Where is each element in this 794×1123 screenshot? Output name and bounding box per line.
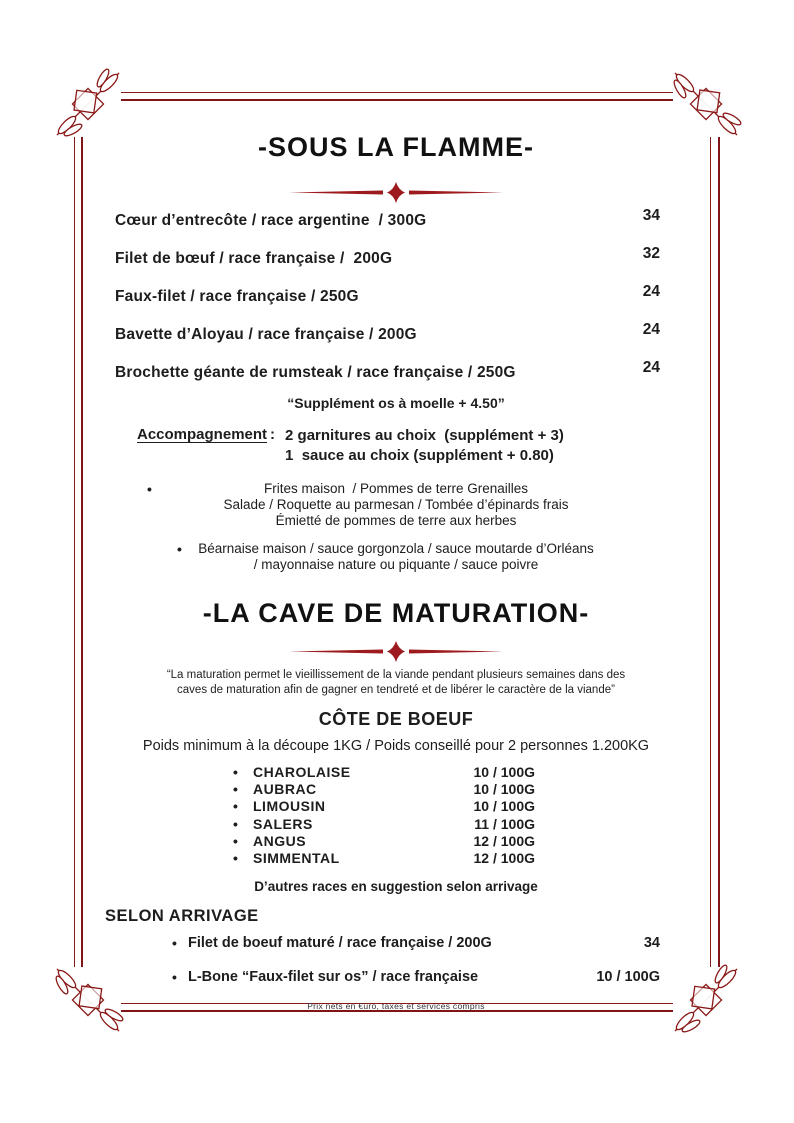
selon-arrivage-title: SELON ARRIVAGE: [105, 907, 259, 926]
garnitures-line: Émietté de pommes de terre aux herbes: [275, 513, 517, 528]
menu-item-price: 24: [642, 283, 660, 300]
bullet-icon: •: [233, 781, 238, 798]
breed-row: [233, 816, 711, 833]
breed-price: 12 / 100G: [473, 850, 535, 867]
menu-item-name: Brochette géante de rumsteak / race française / 250G: [115, 364, 516, 381]
other-breeds-note: D’autres races en suggestion selon arrivage: [254, 879, 538, 895]
weight-info: Poids minimum à la découpe 1KG / Poids conseillé pour 2 personnes 1.200KG: [142, 738, 650, 754]
menu-item-row: [81, 321, 711, 344]
accompagnement-options: [285, 426, 564, 465]
menu-item-row: [81, 245, 711, 268]
menu-item-name: Cœur d’entrecôte / race argentine / 300G: [115, 212, 427, 229]
menu-item-row: [81, 283, 711, 306]
arrivage-item-row: [172, 935, 711, 951]
breed-row: [233, 850, 711, 867]
menu-item-name: Faux-filet / race française / 250G: [115, 288, 359, 305]
breed-price: 10 / 100G: [473, 781, 535, 798]
bullet-icon: •: [233, 832, 238, 849]
garnitures-list: [81, 481, 711, 529]
arrivage-item-row: [172, 969, 711, 985]
breed-price: 10 / 100G: [473, 764, 535, 780]
breed-name: AUBRAC: [253, 781, 317, 798]
breed-name: LIMOUSIN: [253, 798, 326, 815]
marrow-supplement-note: “Supplément os à moelle + 4.50”: [287, 395, 505, 411]
sauces-line: / mayonnaise nature ou piquante / sauce poivre: [253, 557, 539, 572]
bullet-icon: •: [172, 935, 177, 952]
bullet-icon: •: [233, 815, 238, 832]
menu-item-price: 24: [642, 321, 660, 338]
breed-name: SALERS: [253, 815, 313, 832]
price-disclaimer: Prix nets en €uro, taxes et services compris: [307, 1001, 485, 1012]
arrivage-item-name: L-Bone “Faux-filet sur os” / race française: [188, 969, 479, 986]
arrivage-item-name: Filet de boeuf maturé / race française / 200G: [188, 935, 492, 952]
accompagnement-colon: :: [270, 426, 276, 443]
breed-name: CHAROLAISE: [253, 764, 351, 780]
menu-item-row: [81, 207, 711, 230]
menu-item-name: Filet de bœuf / race française / 200G: [115, 250, 393, 267]
menu-item-price: 32: [642, 245, 660, 262]
breed-price: 11 / 100G: [474, 815, 535, 832]
accompagnement-label: Accompagnement: [137, 426, 268, 443]
maturation-quote-line: “La maturation permet le vieillissement de la viande pendant plusieurs semaines dans des: [166, 669, 626, 681]
menu-item-price: 24: [642, 359, 660, 376]
breed-price: 10 / 100G: [473, 798, 535, 815]
accompagnement-option: 2 garnitures au choix (supplément + 3): [285, 427, 564, 444]
menu-content: [81, 99, 711, 1011]
bullet-icon: •: [233, 798, 238, 815]
breed-name: SIMMENTAL: [253, 850, 340, 867]
accompagnement-option: 1 sauce au choix (supplément + 0.80): [285, 446, 554, 464]
breed-row: [233, 781, 711, 798]
sauces-line: Béarnaise maison / sauce gorgonzola / sauce moutarde d’Orléans: [198, 541, 594, 556]
sauces-list: [81, 541, 711, 573]
bullet-icon: •: [147, 481, 152, 497]
diamond-divider: [81, 180, 711, 204]
menu-item-price: 34: [642, 207, 660, 224]
cote-de-boeuf-title: CÔTE DE BOEUF: [318, 709, 474, 729]
diamond-divider-icon: [271, 640, 521, 663]
menu-item-row: [81, 359, 711, 382]
bullet-icon: •: [172, 969, 177, 986]
breed-price-list: [81, 764, 711, 867]
section-title-sous-la-flamme: -SOUS LA FLAMME-: [258, 132, 534, 162]
diamond-divider-icon: [271, 181, 521, 204]
arrivage-item-price: 10 / 100G: [596, 969, 660, 986]
accompagnement-block: [137, 426, 711, 465]
garnitures-line: Salade / Roquette au parmesan / Tombée d’épinards frais: [223, 497, 569, 512]
diamond-divider: [81, 639, 711, 663]
bullet-icon: •: [177, 541, 182, 557]
garnitures-line: Frites maison / Pommes de terre Grenailles: [263, 481, 529, 496]
breed-row: [233, 833, 711, 850]
bullet-icon: •: [233, 850, 238, 867]
maturation-quote-line: caves de maturation afin de gagner en tendreté et de libérer le caractère de la viande”: [177, 683, 615, 696]
menu-item-name: Bavette d’Aloyau / race française / 200G: [115, 326, 417, 343]
flamme-item-list: [81, 207, 711, 382]
breed-price: 12 / 100G: [473, 832, 535, 849]
bullet-icon: •: [233, 764, 238, 780]
maturation-quote: [81, 668, 711, 697]
section-title-cave-maturation: -LA CAVE DE MATURATION-: [202, 598, 590, 628]
arrivage-item-price: 34: [643, 935, 660, 952]
breed-row: [233, 798, 711, 815]
breed-row: [233, 764, 711, 781]
breed-name: ANGUS: [253, 832, 307, 849]
